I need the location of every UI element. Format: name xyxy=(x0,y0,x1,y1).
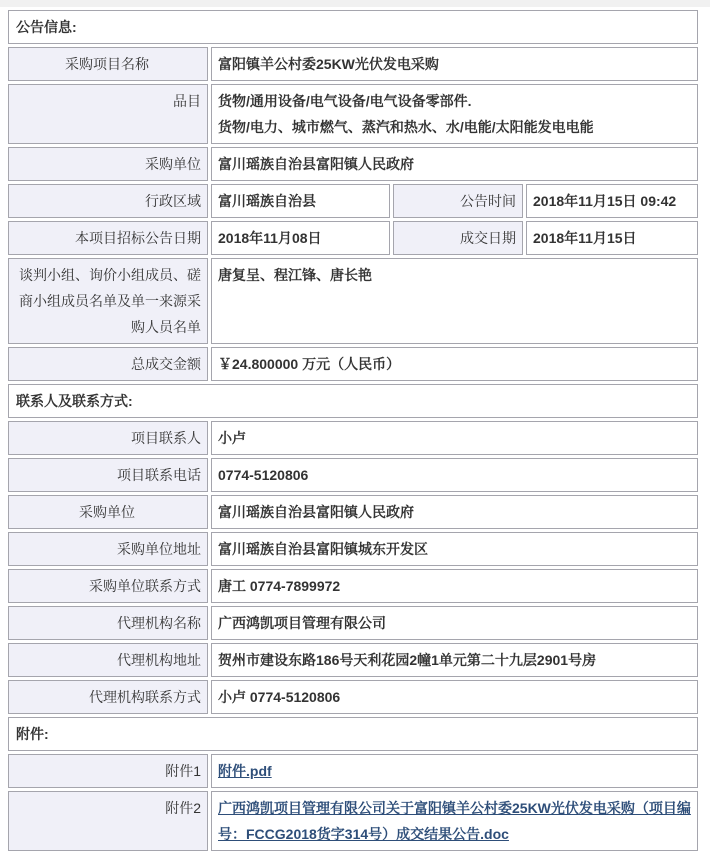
row-value-region: 富川瑶族自治县 xyxy=(211,184,390,218)
row-label-attachment-1: 附件1 xyxy=(8,754,208,788)
row-value-attachment-2 xyxy=(211,791,698,851)
table-row-project-name xyxy=(8,47,698,81)
category-line-1: 货物/通用设备/电气设备/电气设备零部件. xyxy=(218,93,472,109)
page-top-strip xyxy=(0,0,710,7)
category-line-2: 货物/电力、城市燃气、蒸汽和热水、水/电能/太阳能发电电能 xyxy=(218,119,594,135)
table-row-category xyxy=(8,84,698,144)
table-row-attachment-1 xyxy=(8,754,698,788)
table-row-agency-address xyxy=(8,643,698,677)
row-label-project-phone: 项目联系电话 xyxy=(8,458,208,492)
row-value-panel-members: 唐复呈、程江锋、唐长艳 xyxy=(211,258,698,344)
table-row-attachment-2 xyxy=(8,791,698,851)
row-value-purchaser-address: 富川瑶族自治县富阳镇城东开发区 xyxy=(211,532,698,566)
row-value-agency-name: 广西鸿凯项目管理有限公司 xyxy=(211,606,698,640)
row-label-purchaser: 采购单位 xyxy=(8,147,208,181)
row-label-deal-date: 成交日期 xyxy=(393,221,523,255)
row-label-agency-address: 代理机构地址 xyxy=(8,643,208,677)
row-label-agency-contact: 代理机构联系方式 xyxy=(8,680,208,714)
row-value-deal-date: 2018年11月15日 xyxy=(526,221,698,255)
row-label-total-amount: 总成交金额 xyxy=(8,347,208,381)
table-row-purchaser-address xyxy=(8,532,698,566)
section-header-row-attachments xyxy=(8,717,698,751)
row-value-agency-address: 贺州市建设东路186号天利花园2幢1单元第二十九层2901号房 xyxy=(211,643,698,677)
table-row-region-time xyxy=(8,184,698,218)
table-row-total-amount xyxy=(8,347,698,381)
table-row-contact-purchaser xyxy=(8,495,698,529)
row-value-category xyxy=(211,84,698,144)
table-row-panel-members xyxy=(8,258,698,344)
row-label-agency-name: 代理机构名称 xyxy=(8,606,208,640)
table-row-purchaser-contact xyxy=(8,569,698,603)
row-label-purchaser-contact: 采购单位联系方式 xyxy=(8,569,208,603)
table-row-dates xyxy=(8,221,698,255)
row-value-purchaser-contact: 唐工 0774-7899972 xyxy=(211,569,698,603)
row-label-project-name: 采购项目名称 xyxy=(8,47,208,81)
row-label-purchaser-address: 采购单位地址 xyxy=(8,532,208,566)
table-row-agency-contact xyxy=(8,680,698,714)
section-header-row-announcement xyxy=(8,10,698,44)
row-value-attachment-1 xyxy=(211,754,698,788)
row-value-contact-purchaser: 富川瑶族自治县富阳镇人民政府 xyxy=(211,495,698,529)
row-label-tender-date: 本项目招标公告日期 xyxy=(8,221,208,255)
row-value-announce-time: 2018年11月15日 09:42 xyxy=(526,184,698,218)
table-row-project-contact xyxy=(8,421,698,455)
table-row-purchaser xyxy=(8,147,698,181)
row-label-announce-time: 公告时间 xyxy=(393,184,523,218)
row-label-contact-purchaser: 采购单位 xyxy=(8,495,208,529)
row-value-project-phone: 0774-5120806 xyxy=(211,458,698,492)
row-label-attachment-2: 附件2 xyxy=(8,791,208,851)
attachment-1-link[interactable]: 附件.pdf xyxy=(218,763,272,779)
section-title-contacts: 联系人及联系方式: xyxy=(8,384,698,418)
row-label-category: 品目 xyxy=(8,84,208,144)
section-header-row-contacts xyxy=(8,384,698,418)
row-value-project-name: 富阳镇羊公村委25KW光伏发电采购 xyxy=(211,47,698,81)
row-value-agency-contact: 小卢 0774-5120806 xyxy=(211,680,698,714)
table-row-agency-name xyxy=(8,606,698,640)
section-title-announcement: 公告信息: xyxy=(8,10,698,44)
row-label-project-contact: 项目联系人 xyxy=(8,421,208,455)
row-value-total-amount: ￥24.800000 万元（人民币） xyxy=(211,347,698,381)
attachment-2-link[interactable]: 广西鸿凯项目管理有限公司关于富阳镇羊公村委25KW光伏发电采购（项目编号：FCCG2018货字314号）成交结果公告.doc xyxy=(218,800,691,842)
section-title-attachments: 附件: xyxy=(8,717,698,751)
announcement-table xyxy=(5,7,701,854)
row-value-purchaser: 富川瑶族自治县富阳镇人民政府 xyxy=(211,147,698,181)
row-value-tender-date: 2018年11月08日 xyxy=(211,221,390,255)
row-value-project-contact: 小卢 xyxy=(211,421,698,455)
table-row-project-phone xyxy=(8,458,698,492)
row-label-panel-members: 谈判小组、询价小组成员、磋商小组成员名单及单一来源采购人员名单 xyxy=(8,258,208,344)
row-label-region: 行政区域 xyxy=(8,184,208,218)
